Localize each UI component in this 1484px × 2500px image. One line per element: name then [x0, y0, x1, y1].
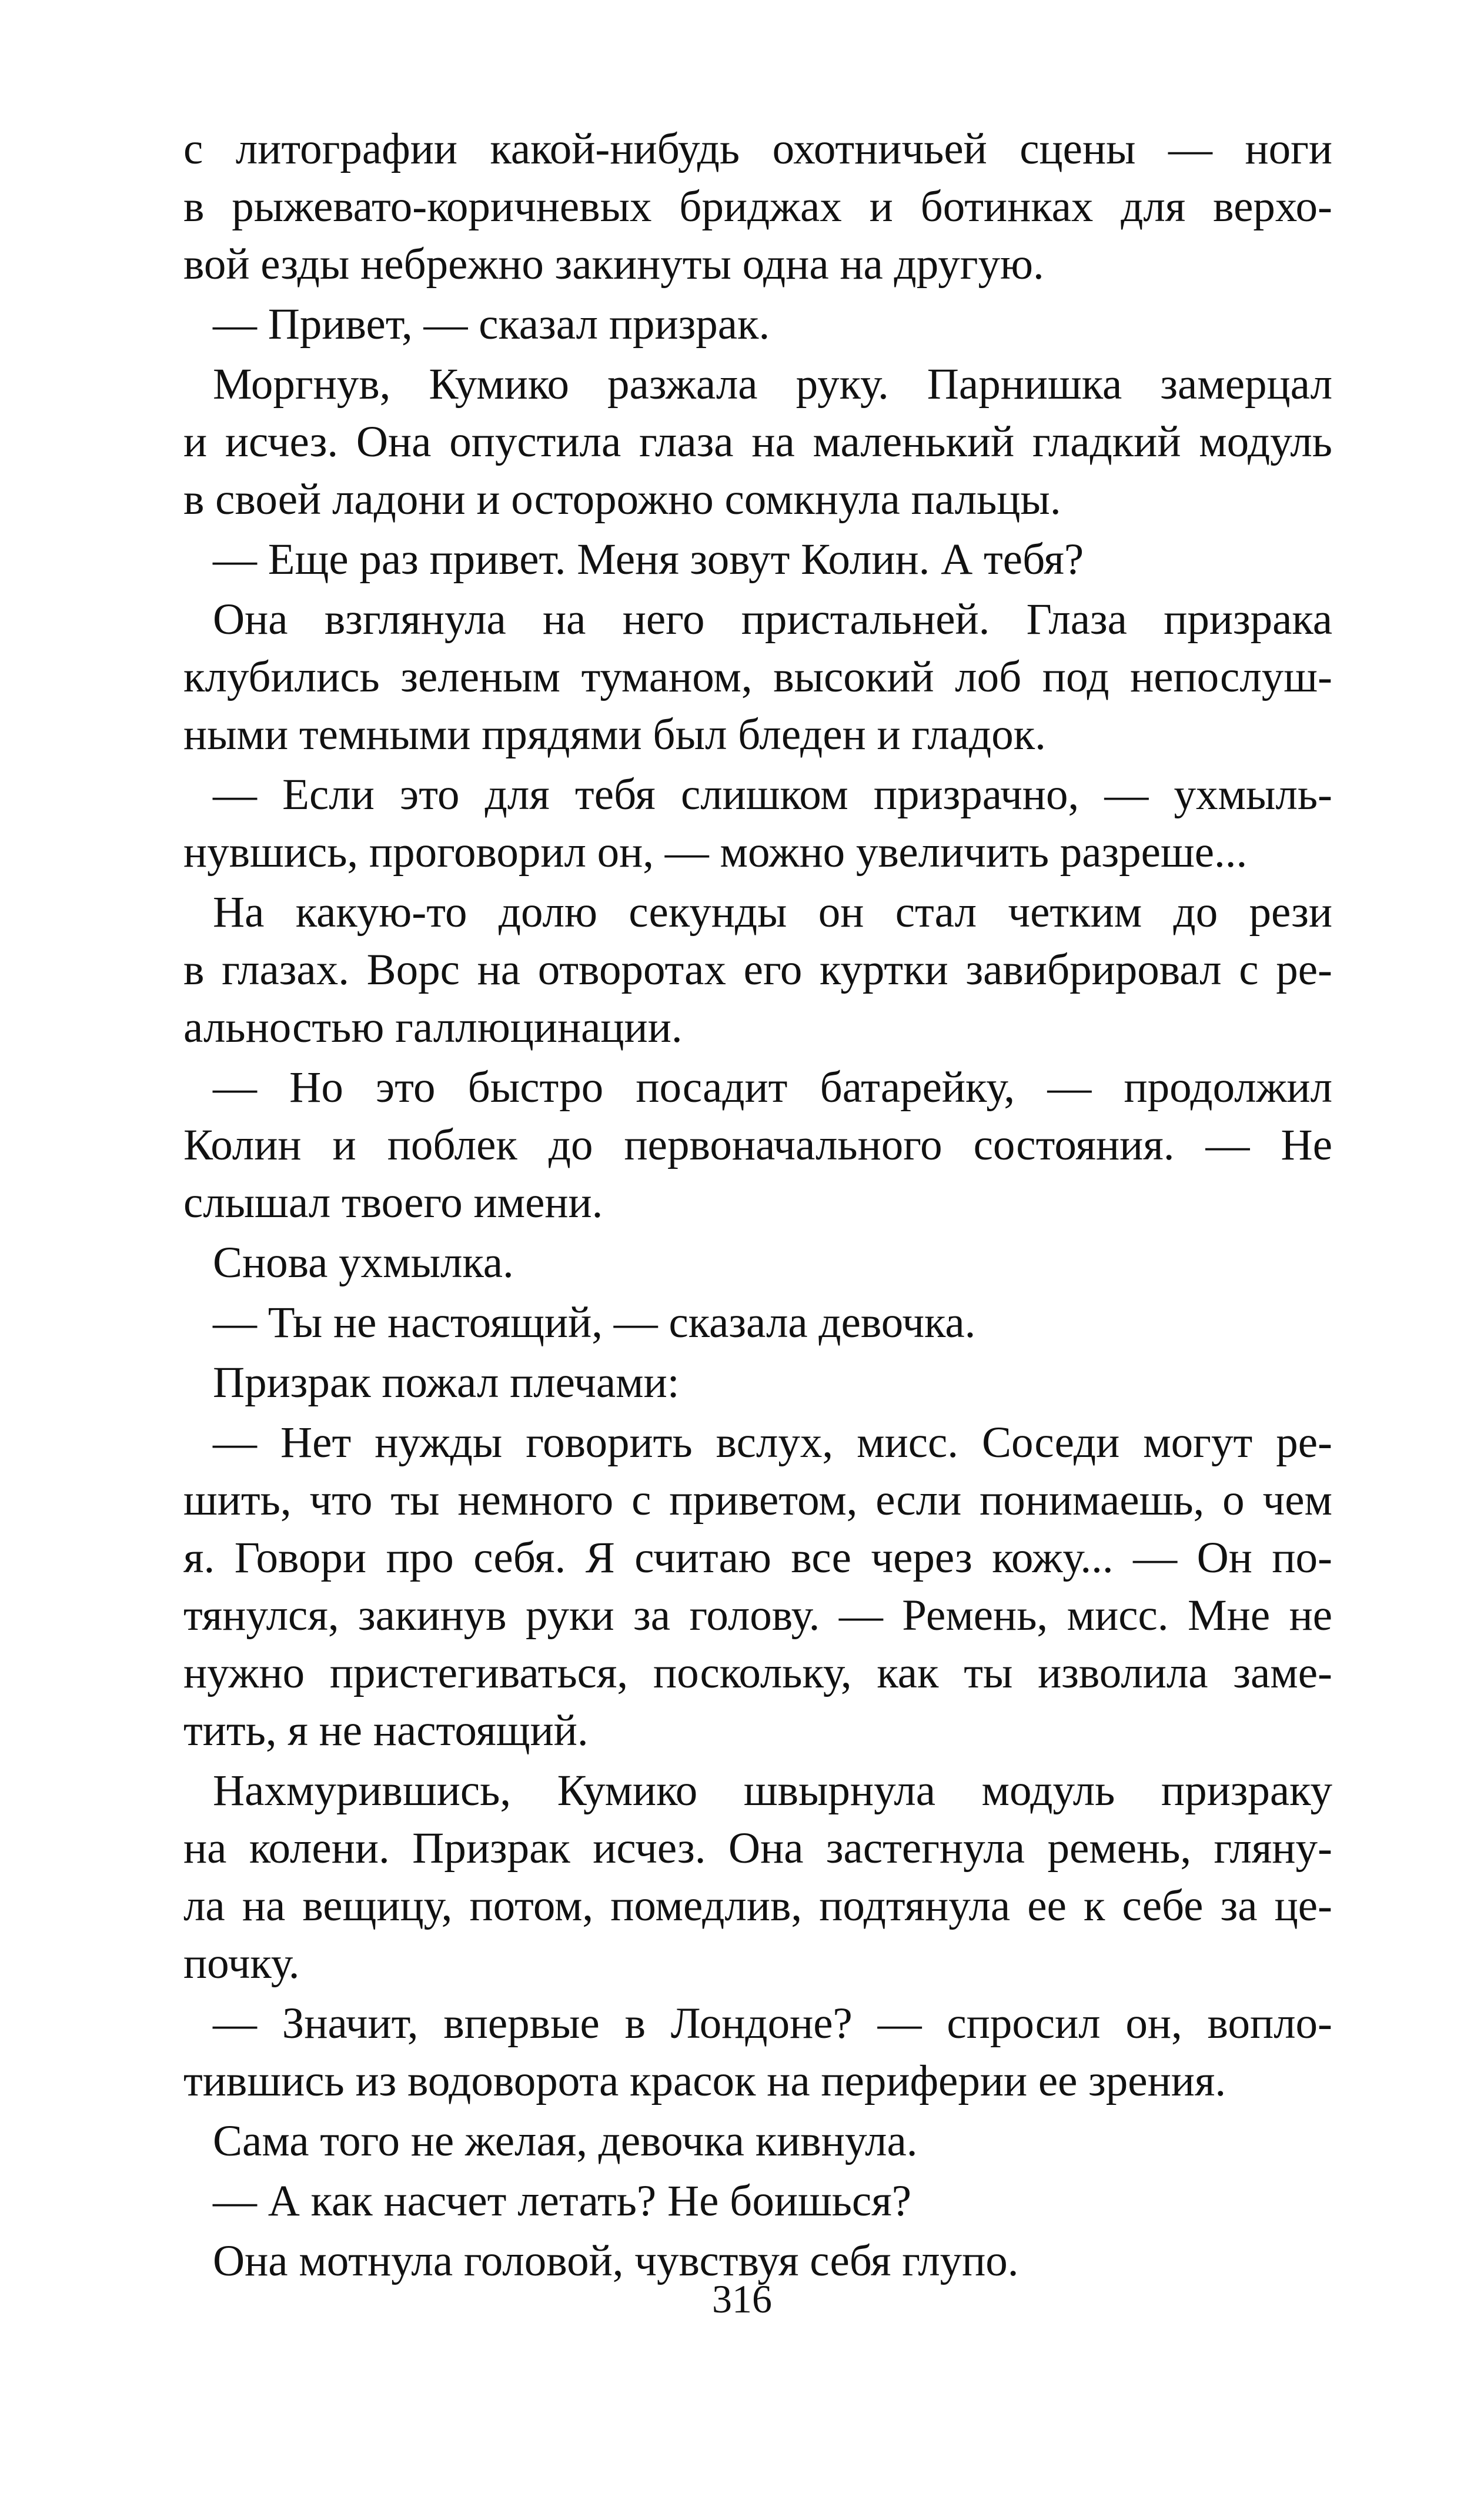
text-line: — Ты не настоящий, — сказала девочка.	[213, 1298, 976, 1347]
text-line: Нахмурившись, Кумико швырнула модуль призраку	[213, 1766, 1332, 1815]
text-line: ла на вещицу, потом, помедлив, подтянула ее к себе за це-	[183, 1881, 1332, 1930]
text-line: тить, я не настоящий.	[183, 1706, 589, 1755]
text-line: тившись из водоворота красок на периферии ее зрения.	[183, 2057, 1226, 2105]
text-line: вой езды небрежно закинуты одна на другую.	[183, 240, 1044, 289]
text-line: в глазах. Ворс на отворотах его куртки завибрировал с ре-	[183, 945, 1332, 994]
text-line: нувшись, проговорил он, — можно увеличить разреше...	[183, 828, 1248, 877]
text-line: — Но это быстро посадит батарейку, — продолжил	[213, 1063, 1332, 1112]
text-line: тянулся, закинув руки за голову. — Ремень, мисс. Мне не	[183, 1591, 1332, 1640]
text-line: Снова ухмылка.	[213, 1238, 514, 1287]
text-line: На какую-то долю секунды он стал четким до рези	[213, 888, 1332, 937]
text-line: — Значит, впервые в Лондоне? — спросил он, вопло-	[213, 1999, 1332, 2048]
text-line: в рыжевато-коричневых бриджах и ботинках для верхо-	[183, 182, 1332, 231]
text-line: почку.	[183, 1939, 300, 1988]
text-line: в своей ладони и осторожно сомкнула пальцы.	[183, 475, 1061, 524]
text-line: слышал твоего имени.	[183, 1178, 603, 1227]
text-line: Она взглянула на него пристальней. Глаза призрака	[213, 595, 1332, 644]
text-line: и исчез. Она опустила глаза на маленький гладкий модуль	[183, 417, 1332, 466]
text-line: альностью галлюцинации.	[183, 1003, 683, 1052]
body-text	[183, 121, 1332, 2290]
text-line: — А как насчет летать? Не боишься?	[213, 2177, 911, 2225]
text-line: — Если это для тебя слишком призрачно, — ухмыль-	[213, 770, 1332, 819]
text-line: нужно пристегиваться, поскольку, как ты изволила заме-	[183, 1649, 1332, 1697]
text-line: — Нет нужды говорить вслух, мисс. Соседи могут ре-	[213, 1418, 1332, 1467]
text-line: Она мотнула головой, чувствуя себя глупо.	[213, 2237, 1019, 2285]
text-line: на колени. Призрак исчез. Она застегнула ремень, гляну-	[183, 1824, 1332, 1873]
text-line: Моргнув, Кумико разжала руку. Парнишка замерцал	[213, 360, 1332, 409]
text-line: я. Говори про себя. Я считаю все через кожу... — Он по-	[183, 1533, 1332, 1582]
text-line: с литографии какой-нибудь охотничьей сцены — ноги	[183, 125, 1332, 173]
text-line: Колин и поблек до первоначального состояния. — Не	[183, 1121, 1332, 1169]
text-line: Сама того не желая, девочка кивнула.	[213, 2117, 918, 2165]
text-line: клубились зеленым туманом, высокий лоб под непослуш-	[183, 653, 1332, 701]
text-line: — Еще раз привет. Меня зовут Колин. А тебя?	[213, 535, 1084, 584]
text-line: — Привет, — сказал призрак.	[213, 300, 770, 349]
text-line: шить, что ты немного с приветом, если понимаешь, о чем	[183, 1476, 1332, 1525]
text-line: ными темными прядями был бледен и гладок.	[183, 710, 1046, 759]
page-number: 316	[712, 2277, 772, 2321]
text-line: Призрак пожал плечами:	[213, 1358, 680, 1407]
